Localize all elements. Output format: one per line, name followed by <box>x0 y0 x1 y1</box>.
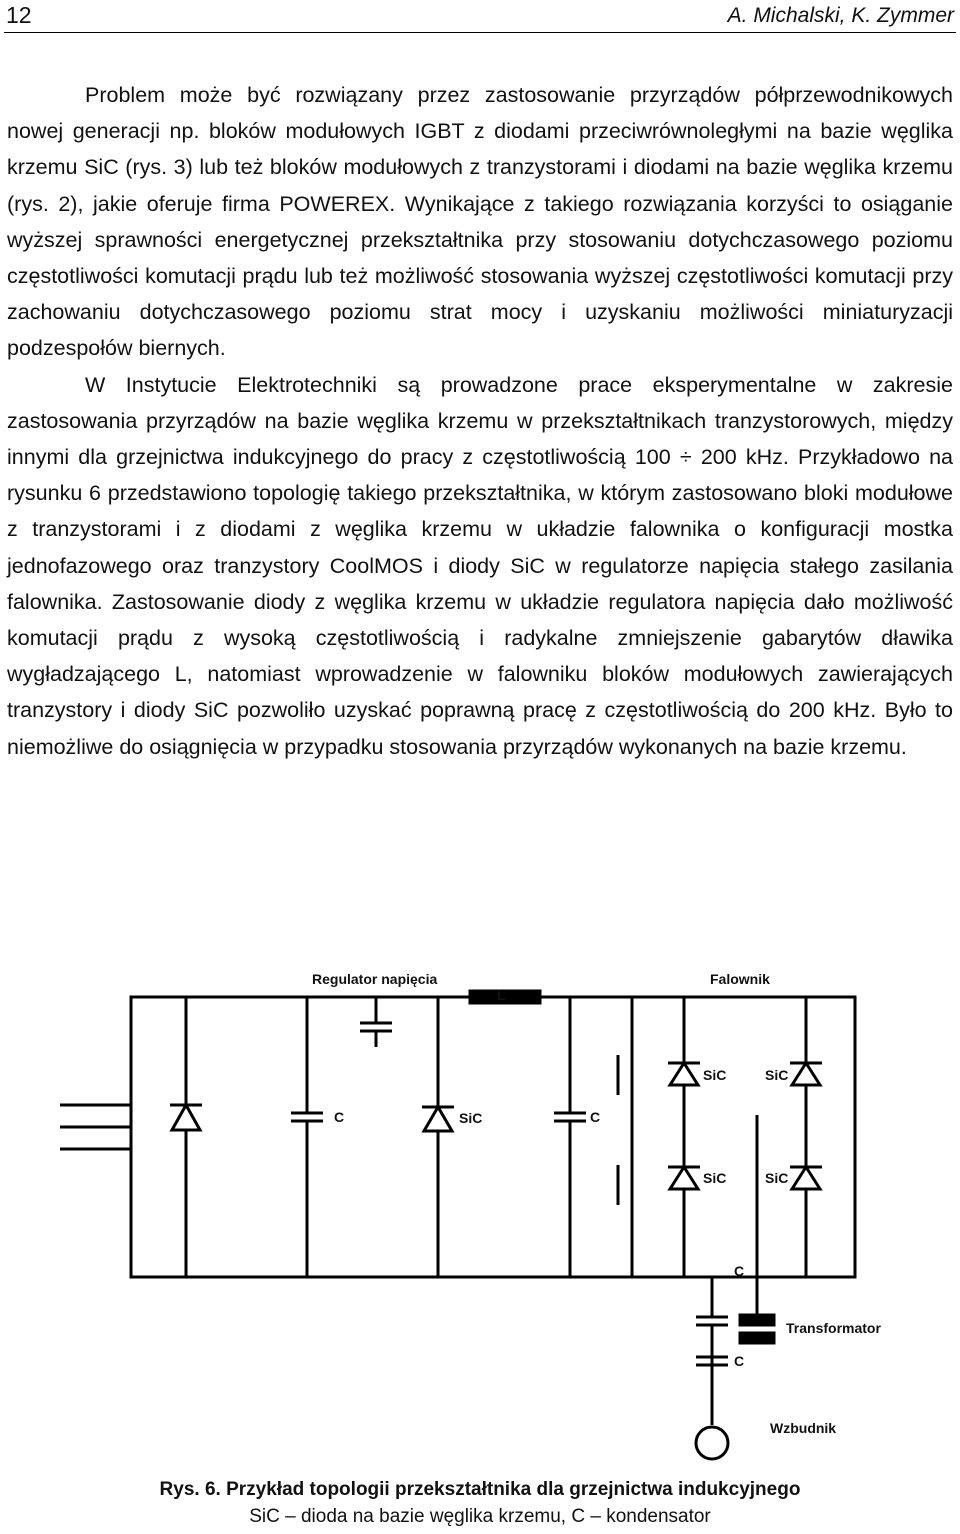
inverter-leg-left <box>618 997 700 1277</box>
body-text <box>7 77 953 765</box>
paragraph-2: W Instytucie Elektrotechniki są prowadzone prace eksperymentalne w zakresie zastosowania przyrządów na bazie węglika krzemu w przekształtnikach tranzystorowych, między innymi dla grzejnictwa indukcyjnego do pracy z częstotliwością 100 ÷ 200 kHz. Przykładowo na rysunku 6 przedstawiono topologię takiego przekształtnika, w którym zastosowano bloki modułowe z tranzystorami i z diodami z węglika krzemu w układzie falownika o konfiguracji mostka jednofazowego oraz tranzystory CoolMOS i diody SiC w regulatorze napięcia stałego zasilania falownika. Zastosowanie diody z węglika krzemu w układzie regulatora napięcia dało możliwość komutacji prądu z wysoką częstotliwością i radykalne zmniejszenie gabarytów dławika wygładzającego L, natomiast wprowadzenie w falowniku bloków modułowych zawierających tranzystory i diody SiC pozwoliło uzyskać poprawną pracę z częstotliwością do 200 kHz. Było to niemożliwe do osiągnięcia w przypadku stosowania przyrządów wykonanych na bazie krzemu. <box>7 372 953 759</box>
regulator-sic-diode <box>422 997 454 1277</box>
figure-caption-legend: SiC – dioda na bazie węglika krzemu, C – kondensator <box>249 1506 711 1527</box>
label-c4: C <box>734 1353 745 1369</box>
rectifier-diode <box>170 997 202 1277</box>
label-regulator: Regulator napięcia <box>312 971 438 987</box>
inverter-leg-right <box>790 997 855 1277</box>
label-inductor: L <box>497 987 506 1003</box>
label-c2: C <box>590 1109 601 1125</box>
label-transformer: Transformator <box>786 1320 881 1336</box>
circuit-figure <box>0 955 960 1465</box>
label-sic-1: SiC <box>703 1067 727 1083</box>
label-c1: C <box>334 1109 345 1125</box>
capacitor-c2 <box>554 997 586 1277</box>
label-c3: C <box>734 1263 745 1279</box>
dc-bus-loop <box>131 997 855 1277</box>
output-branch <box>696 1115 774 1459</box>
page-number: 12 <box>6 2 32 28</box>
label-sic-3: SiC <box>703 1170 727 1186</box>
page-header <box>0 0 960 34</box>
regulator-gate-capacitor <box>360 997 392 1047</box>
label-sic-4: SiC <box>765 1170 789 1186</box>
paragraph-1: Problem może być rozwiązany przez zastosowanie przyrządów półprzewodnikowych nowej generacji np. bloków modułowych IGBT z diodami przeciwrównoległymi na bazie węglika krzemu SiC (rys. 3) lub też bloków modułowych z tranzystorami i diodami na bazie węglika krzemu (rys. 2), jakie oferuje firma POWEREX. Wynikające z takiego rozwiązania korzyści to osiąganie wyższej sprawności energetycznej przekształtnika przy stosowaniu dotychczasowego poziomu częstotliwości komutacji prądu lub też możliwość stosowania wyższej częstotliwości komutacji przy zachowaniu dotychczasowego poziomu strat mocy i uzyskaniu możliwości miniaturyzacji podzespołów biernych. <box>7 83 953 361</box>
label-exciter: Wzbudnik <box>770 1420 837 1436</box>
circuit-diagram <box>0 955 960 1465</box>
figure-caption-title: Rys. 6. Przykład topologii przekształtnika dla grzejnictwa indukcyjnego <box>159 1479 801 1500</box>
header-rule <box>4 32 956 33</box>
label-inverter: Falownik <box>710 971 770 987</box>
capacitor-c1 <box>291 997 323 1277</box>
label-sic-2: SiC <box>765 1067 789 1083</box>
running-head: A. Michalski, K. Zymmer <box>727 4 954 27</box>
ac-input-lines <box>60 1105 131 1149</box>
label-sic-regulator: SiC <box>459 1110 483 1126</box>
